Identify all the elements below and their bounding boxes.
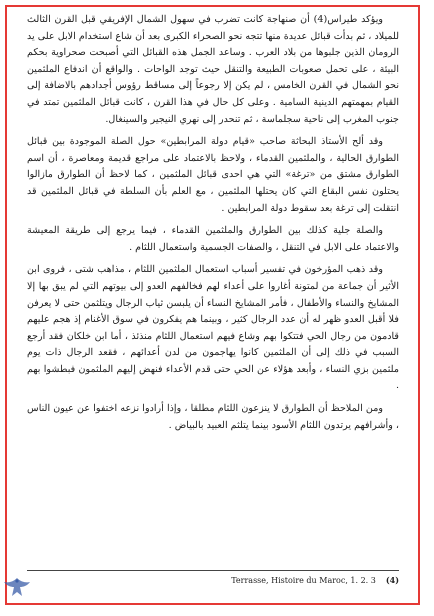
paragraph-3: والصلة جلية كذلك بين الطوارق والملثمين القدماء ، فيما يرجع إلى طريقة المعيشة والاعتماد على الابل في التنقل ، والصفات الجسمية واستعمال اللثام . bbox=[27, 225, 399, 253]
paragraph-1: ويؤكد طيراس(4) أن صنهاجة كانت تضرب في سهول الشمال الإفريقي قبل القرن الثالث للميلاد ، ثم بدأت قبائل عديدة منها تتجه نحو الصحراء الكبرى بعد أن شاع استخدام الابل على يد الرومان الذين جلبوها من بلاد العرب . وساعد الجمل هذه القبائل التي أصبحت صحراوية بحكم البيئة ، على تحمل صعوبات الطبيعة والتنقل حيث توجد الواحات . والواقع أن اندفاع الملثمين نحو الشمال في القرن الخامس ، لم يكن إلا رجوعاً إلى مساقط رؤوس أجدادهم بالاضافة إلى القيام بمهمتهم الدينية السامية . وعلى كل حال في هذا القرن ، كانت قبائل الملثمين تمتد في جنوب المغرب إلى ناحية سجلماسة ، ثم تنحدر إلى نهري النيجير والسينغال. bbox=[27, 14, 399, 125]
footnote-text: Terrasse, Histoire du Maroc, 1. 2. 3 bbox=[231, 575, 376, 585]
paragraph-4: وقد ذهب المؤرخون في تفسير أسباب استعمال الملثمين اللثام ، مذاهب شتى ، فروى ابن الأثير أن جماعة من لمتونة أغاروا على أعداء لهم فخالفهم العدو إلى بيوتهم التي لم يبق بها إلا المشايخ والنساء والأطفال ، فأمر المشايخ النساء أن يلبسن ثياب الرجال ويتلثمن حتى لا يعرفن فلا أقبل العدو ظهر له أن عدد الرجال كثير ، وبينما هم يفكرون في سوق الأغنام إذ هجم عليهم قادمون من رجال الحي فتتكوا بهم وشاع فيهم استعمال اللثام منذئذ ، أما ابن خلكان فقد أرجع السبب في ذلك إلى أن الملثمين كانوا يهاجمون من لدن أعدائهم ، فقعد الرجال ذات يوم ملثمين بزي النساء ، وأبعد هؤلاء عن الحي حتى قدم الأعداء فنهض إليهم الملثمون فبطشوا بهم . bbox=[27, 264, 399, 392]
paragraph-2: وقد ألح الأستاذ البحاثة صاحب «قيام دولة المرابطين» حول الصلة الموجودة بين قبائل الطوارق الحالية ، والملثمين القدماء ، ولاحظ بالاعتماد على مراجع قديمة ومعاصرة ، أن اسم الطوارق مشتق من «ترغة» التي هي احدى قبائل الملثمين ، كما لاحظ أن الطوارق مازالوا يحتلون نفس البقاع التي كان يحتلها الملثمين ، مع العلم بأن السلطة في قبائل الملثمين قد انتقلت إلى ترغة بعد سقوط دولة المرابطين . bbox=[27, 136, 399, 214]
footnote-number: (4) bbox=[385, 575, 399, 585]
footnote bbox=[27, 570, 399, 585]
paragraph-5: ومن الملاحظ أن الطوارق لا ينزعون اللثام مطلقا ، وإذا أرادوا نزعه اختفوا عن عيون الناس ، وأشرافهم يرتدون اللثام الأسود بينما يتلثم العبيد بالبياض . bbox=[27, 403, 399, 431]
watermark-logo bbox=[2, 574, 34, 614]
eagle-icon bbox=[2, 574, 32, 604]
document-body bbox=[27, 12, 399, 572]
